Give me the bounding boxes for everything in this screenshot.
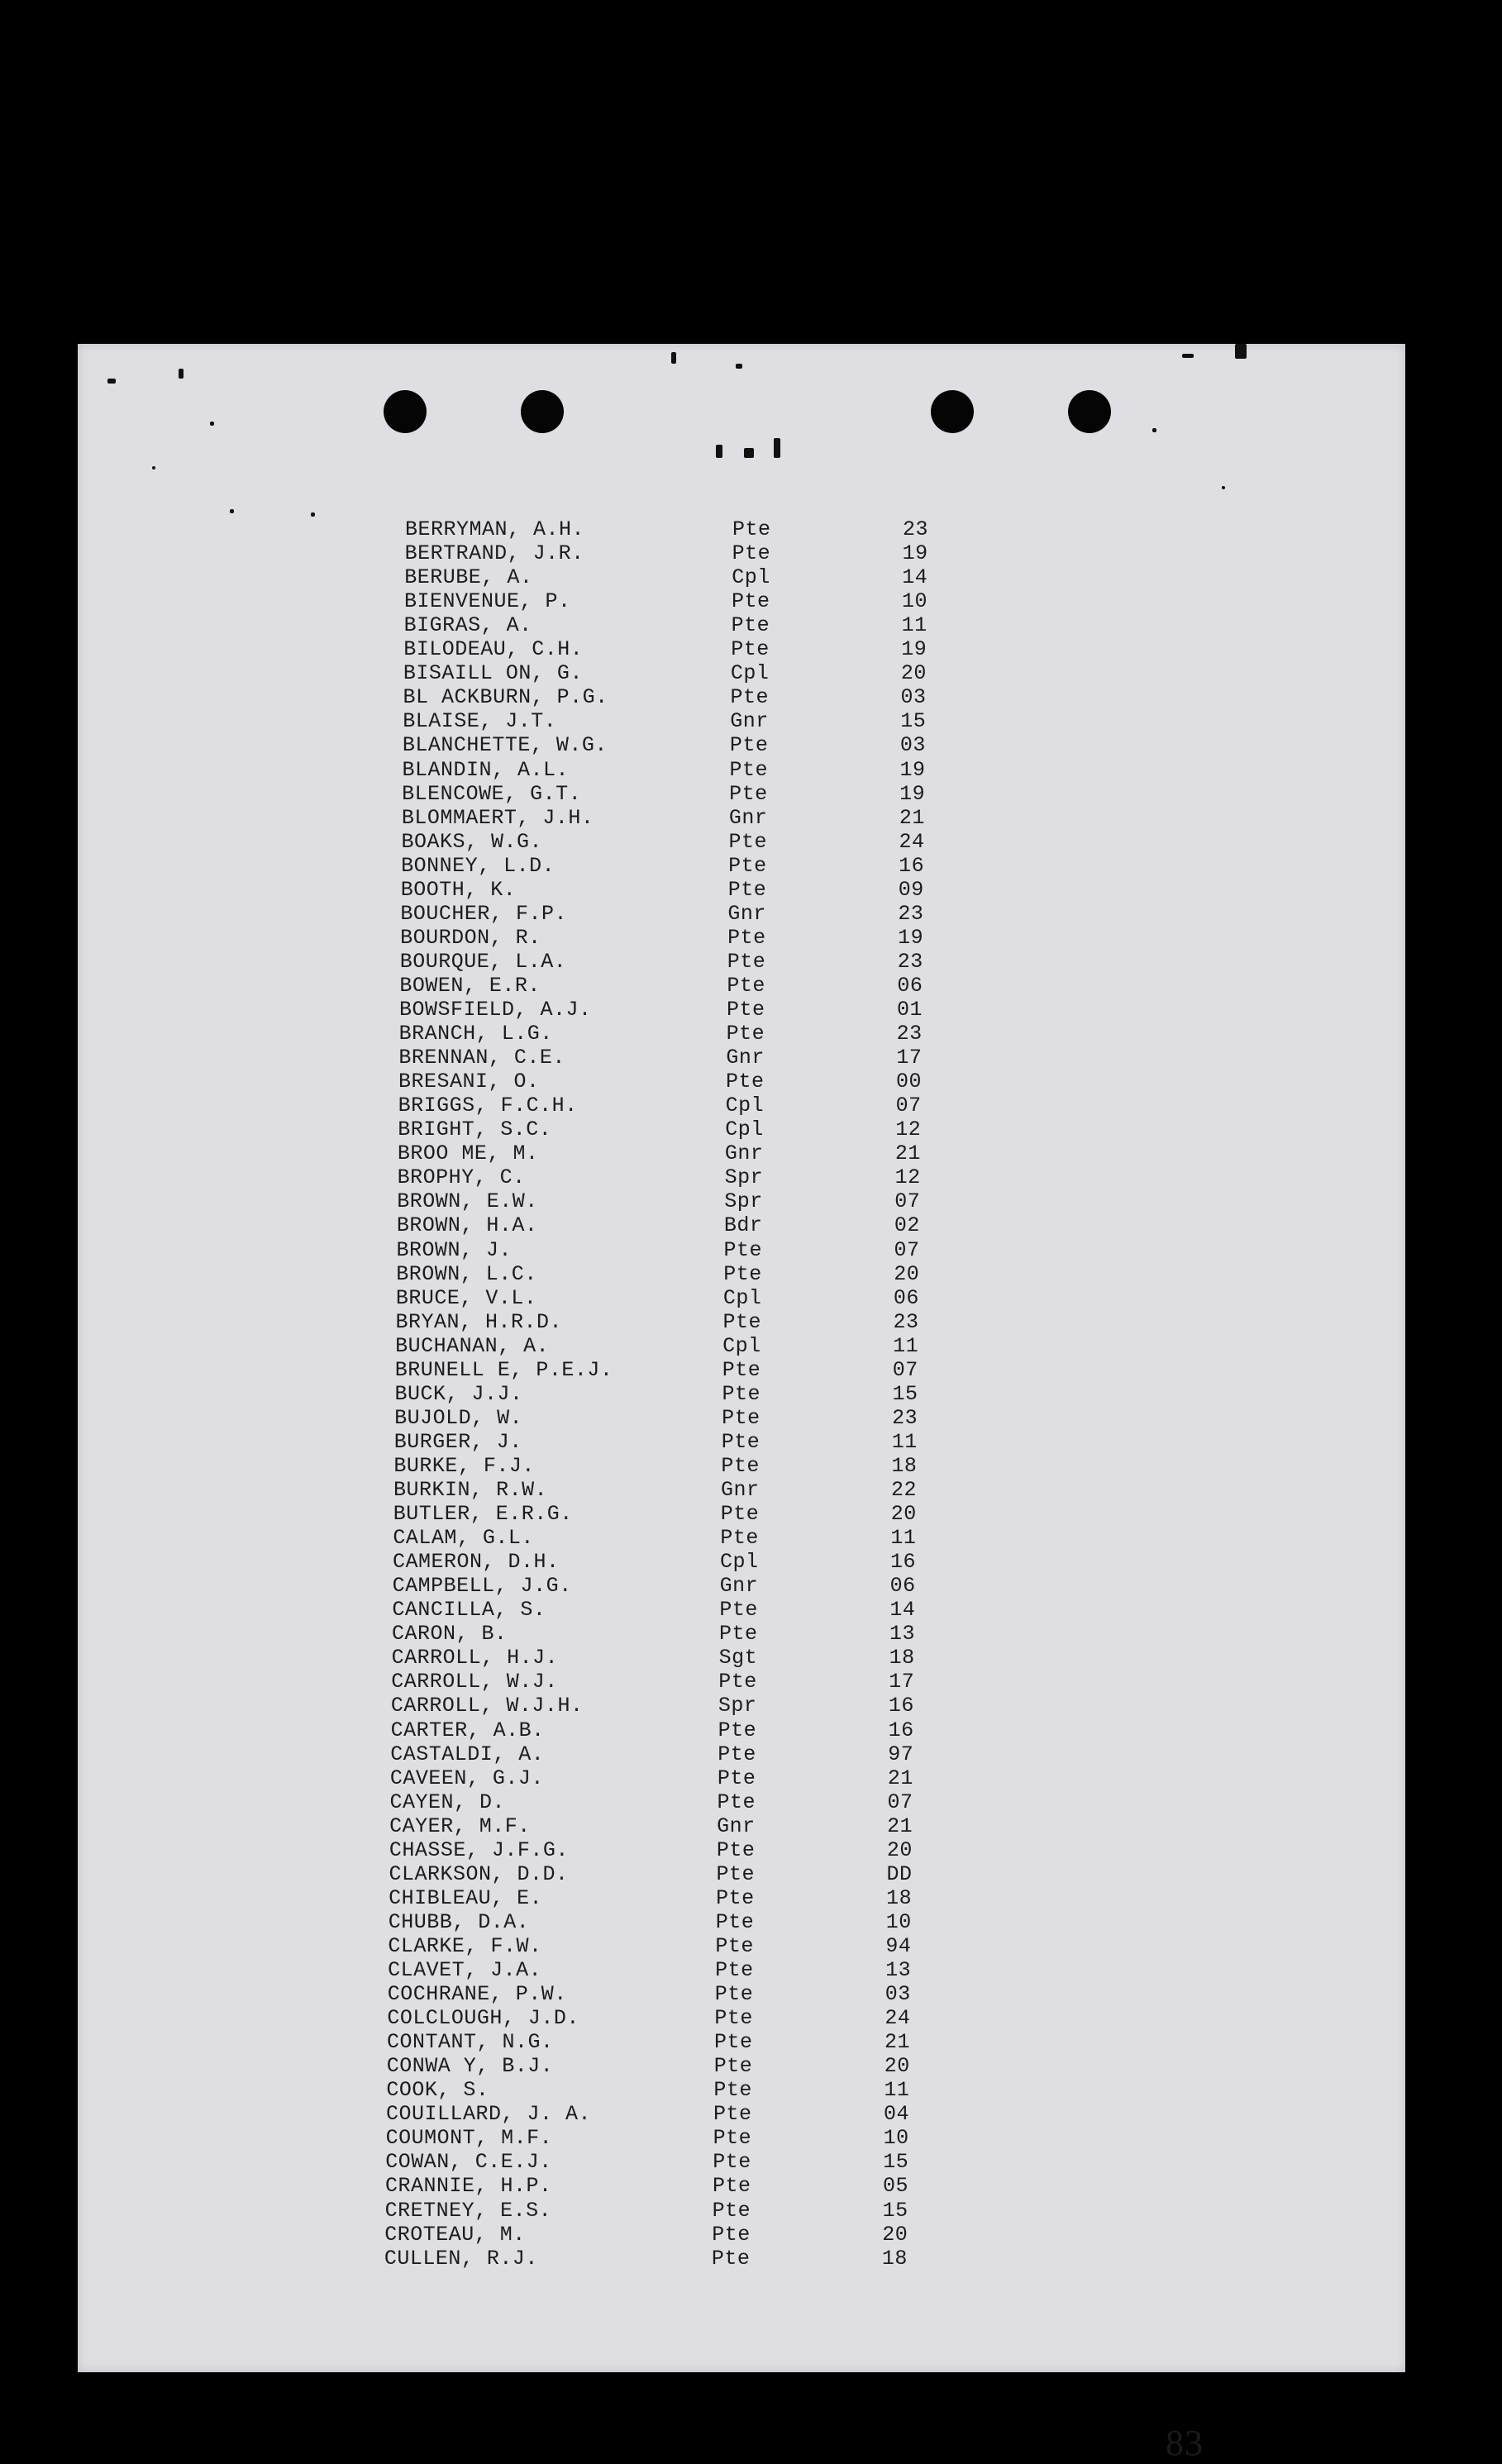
roster-number: 13 — [889, 1622, 915, 1647]
roster-name: CAMPBELL, J.G. — [392, 1574, 572, 1599]
roster-name: BRENNAN, C.E. — [398, 1046, 565, 1070]
roster-rank: Pte — [713, 2054, 753, 2079]
roster-name: BRUCE, V.L. — [395, 1285, 537, 1310]
roster-name: CARROLL, W.J. — [391, 1670, 558, 1694]
roster-rank: Spr — [724, 1189, 763, 1214]
roster-rank: Pte — [714, 2030, 753, 2055]
roster-number: 16 — [890, 1550, 917, 1575]
page-number: 83 — [1166, 2423, 1204, 2463]
roster-name: BROWN, E.W. — [397, 1189, 538, 1214]
roster-name: BOUCHER, F.P. — [400, 901, 567, 926]
roster-name: BONNEY, L.D. — [401, 853, 556, 878]
roster-name: CARON, B. — [391, 1622, 508, 1647]
roster-name: CLARKSON, D.D. — [389, 1861, 569, 1886]
roster-rank: Pte — [711, 2246, 751, 2271]
roster-number: 21 — [885, 2030, 911, 2055]
roster-rank: Pte — [720, 1526, 759, 1551]
roster-name: BROPHY, C. — [397, 1165, 526, 1190]
roster-rank: Pte — [719, 1598, 758, 1623]
roster-number: 21 — [899, 805, 925, 830]
roster-rank: Pte — [714, 1982, 754, 2007]
roster-name: BROWN, J. — [396, 1237, 513, 1262]
roster-name: CONTANT, N.G. — [387, 2030, 554, 2055]
roster-number: 14 — [889, 1598, 916, 1623]
roster-rank: Pte — [716, 1885, 755, 1910]
roster-name: CAYER, M.F. — [389, 1813, 531, 1838]
roster-name: CAMERON, D.H. — [393, 1550, 560, 1575]
roster-name: BUCK, J.J. — [394, 1381, 523, 1406]
roster-rank: Pte — [722, 1309, 761, 1334]
roster-number: 07 — [887, 1790, 913, 1814]
roster-rank: Cpl — [722, 1285, 762, 1310]
roster-rank: Pte — [731, 637, 770, 662]
roster-rank: Pte — [727, 998, 765, 1022]
roster-number: 23 — [903, 517, 929, 541]
roster-rank: Bdr — [723, 1213, 763, 1238]
roster-rank: Pte — [715, 1909, 755, 1934]
roster-number: 07 — [894, 1237, 920, 1262]
roster-number: 03 — [900, 685, 927, 710]
roster-rank: Pte — [722, 1357, 761, 1382]
roster-number: 97 — [888, 1742, 914, 1766]
roster-name: BLANCHETTE, W.G. — [402, 733, 608, 758]
roster-number: 94 — [885, 1933, 912, 1958]
roster-rank: Pte — [723, 1261, 762, 1286]
roster-name: BOWSFIELD, A.J. — [399, 998, 592, 1022]
document-page — [78, 344, 1405, 2463]
roster-rank: Pte — [717, 1790, 756, 1814]
roster-name: BL ACKBURN, P.G. — [403, 685, 608, 710]
roster-name: BRIGHT, S.C. — [398, 1118, 552, 1142]
roster-number: 07 — [895, 1094, 922, 1118]
roster-name: CONWA Y, B.J. — [386, 2054, 554, 2079]
roster-rank: Pte — [723, 1237, 763, 1262]
roster-name: BUJOLD, W. — [394, 1405, 523, 1430]
roster-rank: Pte — [725, 1070, 765, 1094]
roster-name: BLENCOWE, G.T. — [402, 781, 582, 806]
roster-number: 16 — [888, 1718, 914, 1742]
roster-name: BOURQUE, L.A. — [399, 949, 567, 974]
roster-name: BRESANI, O. — [398, 1070, 540, 1094]
roster-number: 19 — [901, 637, 927, 662]
roster-name: CANCILLA, S. — [392, 1598, 546, 1623]
roster-name: CHASSE, J.F.G. — [389, 1837, 569, 1862]
roster-number: 11 — [884, 2078, 910, 2103]
roster-name: CRANNIE, H.P. — [384, 2174, 552, 2199]
roster-number: 10 — [885, 1909, 912, 1934]
roster-number: 17 — [896, 1046, 923, 1070]
roster-rank: Pte — [713, 2150, 751, 2175]
roster-number: 23 — [896, 1022, 923, 1046]
roster-rank: Pte — [727, 877, 767, 902]
roster-name: BOWEN, E.R. — [399, 973, 541, 998]
roster-rank: Pte — [715, 1958, 754, 1982]
roster-number: 23 — [897, 949, 923, 974]
roster-rank: Cpl — [730, 661, 770, 686]
roster-number: 20 — [890, 1502, 917, 1527]
roster-number: 22 — [891, 1478, 918, 1502]
roster-rank: Gnr — [719, 1574, 759, 1599]
roster-name: COCHRANE, P.W. — [387, 1982, 567, 2007]
roster-name: BISAILL ON, G. — [403, 661, 583, 686]
roster-rank: Pte — [731, 613, 770, 638]
roster-rank: Gnr — [728, 805, 768, 830]
roster-number: 06 — [897, 973, 923, 998]
roster-number: 15 — [883, 2150, 909, 2175]
roster-name: BIENVENUE, P. — [403, 589, 571, 614]
roster-name: BROWN, H.A. — [396, 1213, 538, 1238]
roster-rank: Pte — [721, 1453, 760, 1478]
roster-number: 18 — [886, 1885, 913, 1910]
roster-rank: Gnr — [730, 709, 769, 734]
roster-number: 07 — [894, 1189, 921, 1214]
roster-number: 06 — [889, 1574, 916, 1599]
roster-name: CULLEN, R.J. — [384, 2246, 538, 2271]
roster-rank: Cpl — [732, 565, 770, 590]
roster-name: CRETNEY, E.S. — [384, 2198, 552, 2223]
roster-name: CHIBLEAU, E. — [389, 1885, 543, 1910]
roster-rank: Pte — [729, 733, 769, 758]
roster-list — [78, 344, 1405, 2372]
roster-name: BOURDON, R. — [400, 925, 541, 950]
roster-number: 11 — [891, 1429, 918, 1454]
roster-number: 11 — [890, 1526, 917, 1551]
roster-rank: Pte — [726, 1022, 765, 1046]
roster-name: BURKE, F.J. — [393, 1453, 535, 1478]
roster-name: BURGER, J. — [393, 1429, 522, 1454]
roster-rank: Spr — [718, 1694, 757, 1718]
roster-number: 17 — [889, 1670, 915, 1694]
roster-name: CHUBB, D.A. — [388, 1909, 530, 1934]
roster-rank: Gnr — [727, 901, 766, 926]
roster-name: COUMONT, M.F. — [385, 2126, 553, 2151]
roster-rank: Pte — [732, 517, 771, 541]
roster-number: 00 — [895, 1070, 922, 1094]
roster-number: 14 — [902, 565, 928, 590]
roster-number: 12 — [895, 1118, 922, 1142]
roster-number: 24 — [899, 829, 925, 854]
roster-name: BERUBE, A. — [404, 565, 533, 590]
roster-rank: Pte — [712, 2198, 751, 2223]
roster-rank: Gnr — [724, 1141, 764, 1166]
roster-number: 04 — [883, 2102, 909, 2127]
roster-number: 11 — [901, 613, 927, 638]
roster-name: BIGRAS, A. — [403, 613, 532, 638]
roster-number: 19 — [902, 541, 928, 566]
roster-number: 15 — [882, 2198, 908, 2223]
roster-rank: Pte — [728, 853, 767, 878]
roster-number: 24 — [885, 2006, 911, 2031]
roster-name: BERRYMAN, A.H. — [405, 517, 585, 541]
roster-rank: Pte — [718, 1718, 757, 1742]
roster-name: BUTLER, E.R.G. — [393, 1502, 573, 1527]
roster-rank: Gnr — [717, 1813, 756, 1838]
roster-number: 23 — [898, 901, 924, 926]
roster-name: BLANDIN, A.L. — [402, 757, 570, 782]
roster-rank: Pte — [717, 1766, 756, 1790]
roster-number: 02 — [894, 1213, 920, 1238]
roster-rank: Pte — [727, 973, 765, 998]
roster-number: 01 — [897, 998, 923, 1022]
roster-rank: Pte — [732, 541, 771, 566]
roster-number: 23 — [892, 1405, 918, 1430]
roster-name: BILODEAU, C.H. — [403, 637, 584, 662]
roster-name: BRUNELL E, P.E.J. — [394, 1357, 613, 1382]
roster-rank: Pte — [718, 1622, 758, 1647]
roster-number: DD — [886, 1861, 913, 1886]
roster-rank: Pte — [722, 1381, 761, 1406]
roster-number: 13 — [885, 1958, 912, 1982]
roster-rank: Pte — [729, 757, 769, 782]
roster-rank: Pte — [716, 1837, 756, 1862]
roster-name: CARROLL, W.J.H. — [390, 1694, 584, 1718]
roster-name: CARROLL, H.J. — [391, 1646, 559, 1670]
roster-rank: Pte — [729, 781, 768, 806]
roster-number: 21 — [887, 1766, 913, 1790]
roster-name: CLAVET, J.A. — [388, 1958, 542, 1982]
roster-rank: Pte — [712, 2222, 751, 2247]
roster-rank: Pte — [731, 589, 770, 614]
roster-name: CLARKE, F.W. — [388, 1933, 542, 1958]
roster-name: COOK, S. — [386, 2078, 489, 2103]
roster-number: 19 — [899, 757, 926, 782]
roster-name: CAYEN, D. — [389, 1790, 506, 1814]
roster-number: 21 — [887, 1813, 913, 1838]
roster-rank: Pte — [727, 925, 766, 950]
roster-number: 20 — [900, 661, 927, 686]
roster-name: BOOTH, K. — [400, 877, 517, 902]
roster-number: 19 — [898, 925, 924, 950]
roster-name: BURKIN, R.W. — [393, 1478, 548, 1502]
roster-rank: Sgt — [718, 1646, 758, 1670]
roster-number: 23 — [893, 1309, 919, 1334]
roster-rank: Pte — [727, 949, 766, 974]
roster-number: 20 — [882, 2222, 908, 2247]
roster-name: BERTRAND, J.R. — [404, 541, 584, 566]
roster-name: BROWN, L.C. — [396, 1261, 537, 1286]
roster-rank: Cpl — [725, 1094, 765, 1118]
roster-number: 10 — [901, 589, 927, 614]
roster-name: COWAN, C.E.J. — [385, 2150, 552, 2175]
roster-number: 20 — [886, 1837, 913, 1862]
roster-number: 20 — [894, 1261, 920, 1286]
roster-name: BRIGGS, F.C.H. — [398, 1094, 578, 1118]
roster-rank: Cpl — [720, 1550, 759, 1575]
roster-name: COLCLOUGH, J.D. — [387, 2006, 579, 2031]
roster-rank: Pte — [712, 2174, 751, 2199]
roster-number: 05 — [882, 2174, 908, 2199]
roster-rank: Pte — [713, 2078, 752, 2103]
roster-name: BRYAN, H.R.D. — [395, 1309, 563, 1334]
roster-number: 18 — [881, 2246, 908, 2271]
roster-number: 09 — [898, 877, 924, 902]
roster-number: 03 — [899, 733, 926, 758]
roster-number: 07 — [892, 1357, 918, 1382]
roster-rank: Pte — [713, 2126, 752, 2151]
roster-number: 03 — [885, 1982, 911, 2007]
roster-rank: Gnr — [726, 1046, 765, 1070]
roster-number: 15 — [892, 1381, 918, 1406]
roster-rank: Spr — [724, 1165, 764, 1190]
roster-rank: Gnr — [721, 1478, 760, 1502]
roster-name: CALAM, G.L. — [393, 1526, 534, 1551]
roster-number: 19 — [899, 781, 926, 806]
roster-name: CAVEEN, G.J. — [389, 1766, 544, 1790]
roster-name: BROO ME, M. — [397, 1141, 539, 1166]
roster-rank: Cpl — [725, 1118, 764, 1142]
roster-name: CARTER, A.B. — [390, 1718, 545, 1742]
roster-rank: Pte — [722, 1405, 761, 1430]
roster-name: CROTEAU, M. — [384, 2222, 526, 2247]
roster-rank: Pte — [714, 2006, 753, 2031]
roster-number: 11 — [893, 1333, 919, 1358]
roster-name: CASTALDI, A. — [390, 1742, 545, 1766]
roster-rank: Pte — [718, 1742, 756, 1766]
roster-rank: Pte — [715, 1933, 754, 1958]
roster-rank: Pte — [713, 2102, 752, 2127]
roster-number: 12 — [894, 1165, 921, 1190]
roster-rank: Pte — [720, 1502, 760, 1527]
roster-number: 21 — [894, 1141, 921, 1166]
roster-name: BLOMMAERT, J.H. — [401, 805, 594, 830]
roster-name: BUCHANAN, A. — [395, 1333, 550, 1358]
roster-number: 06 — [893, 1285, 919, 1310]
roster-number: 15 — [900, 709, 927, 734]
roster-rank: Pte — [718, 1670, 757, 1694]
roster-number: 16 — [888, 1694, 914, 1718]
roster-number: 18 — [891, 1453, 918, 1478]
roster-number: 16 — [899, 853, 925, 878]
roster-number: 20 — [884, 2054, 910, 2079]
roster-rank: Pte — [716, 1861, 755, 1886]
roster-name: BRANCH, L.G. — [398, 1022, 553, 1046]
roster-name: BOAKS, W.G. — [401, 829, 542, 854]
roster-name: BLAISE, J.T. — [403, 709, 557, 734]
roster-rank: Cpl — [722, 1333, 761, 1358]
roster-name: COUILLARD, J. A. — [385, 2102, 592, 2127]
roster-rank: Pte — [728, 829, 767, 854]
roster-rank: Pte — [721, 1429, 761, 1454]
roster-number: 10 — [883, 2126, 909, 2151]
roster-number: 18 — [889, 1646, 915, 1670]
roster-rank: Pte — [730, 685, 770, 710]
